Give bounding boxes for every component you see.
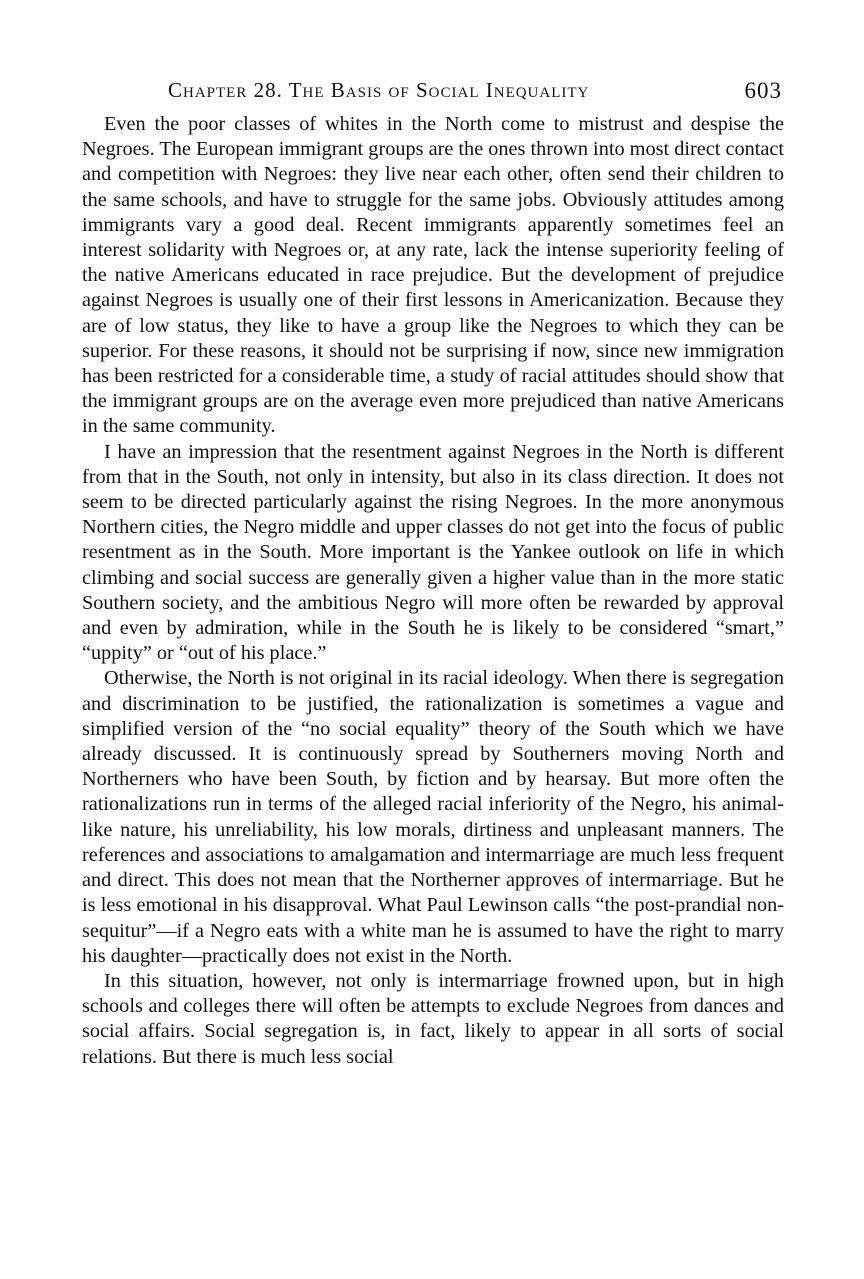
book-page [82, 78, 784, 1070]
paragraph: I have an impression that the resentment against Negroes in the North is different from that in the South, not only in intensity, but also in its class direction. It does not seem to be directed particularly against the rising Negroes. In the more anonymous Northern cities, the Negro middle and upper classes do not get into the focus of public resentment as in the South. More important is the Yankee outlook on life in which climbing and social success are generally given a higher value than in the more static Southern society, and the ambitious Negro will more often be rewarded by approval and even by admiration, while in the South he is likely to be considered “smart,” “uppity” or “out of his place.” [82, 440, 784, 665]
running-title: Chapter 28. The Basis of Social Inequality [168, 78, 590, 102]
paragraph: In this situation, however, not only is intermarriage frowned upon, but in high schools and colleges there will often be attempts to exclude Negroes from dances and social affairs. Social segregation is, in fact, likely to appear in all sorts of social relations. But there is much less social [82, 969, 784, 1068]
page-number: 603 [744, 78, 782, 103]
paragraph: Even the poor classes of whites in the North come to mistrust and despise the Negroes. The European immigrant groups are the ones thrown into most direct contact and competition with Negroes: they live near each other, often send their children to the same schools, and have to struggle for the same jobs. Obviously attitudes among immigrants vary a good deal. Recent immigrants apparently sometimes feel an interest solidarity with Negroes or, at any rate, lack the intense superiority feeling of the native Americans educated in race prejudice. But the development of prejudice against Negroes is usually one of their first lessons in Americanization. Because they are of low status, they like to have a group like the Negroes to which they can be superior. For these reasons, it should not be surprising if now, since new immigration has been restricted for a considerable time, a study of racial attitudes should show that the immigrant groups are on the average even more prejudiced than native Americans in the same community. [82, 113, 784, 438]
running-head [82, 78, 784, 112]
body-text [82, 112, 784, 1070]
paragraph: Otherwise, the North is not original in its racial ideology. When there is segregation and discrimination to be justified, the rationalization is sometimes a vague and simplified version of the “no social equality” theory of the South which we have already discussed. It is continuously spread by Southerners moving North and Northerners who have been South, by fiction and by hearsay. But more often the rationalizations run in terms of the alleged racial inferiority of the Negro, his animal-like nature, his unreliability, his low morals, dirtiness and unpleasant manners. The references and associations to amalgamation and intermarriage are much less frequent and direct. This does not mean that the Northerner approves of intermarriage. But he is less emotional in his disapproval. What Paul Lewinson calls “the post-prandial non-sequitur”—if a Negro eats with a white man he is assumed to have the right to marry his daughter—practically does not exist in the North. [82, 667, 784, 967]
